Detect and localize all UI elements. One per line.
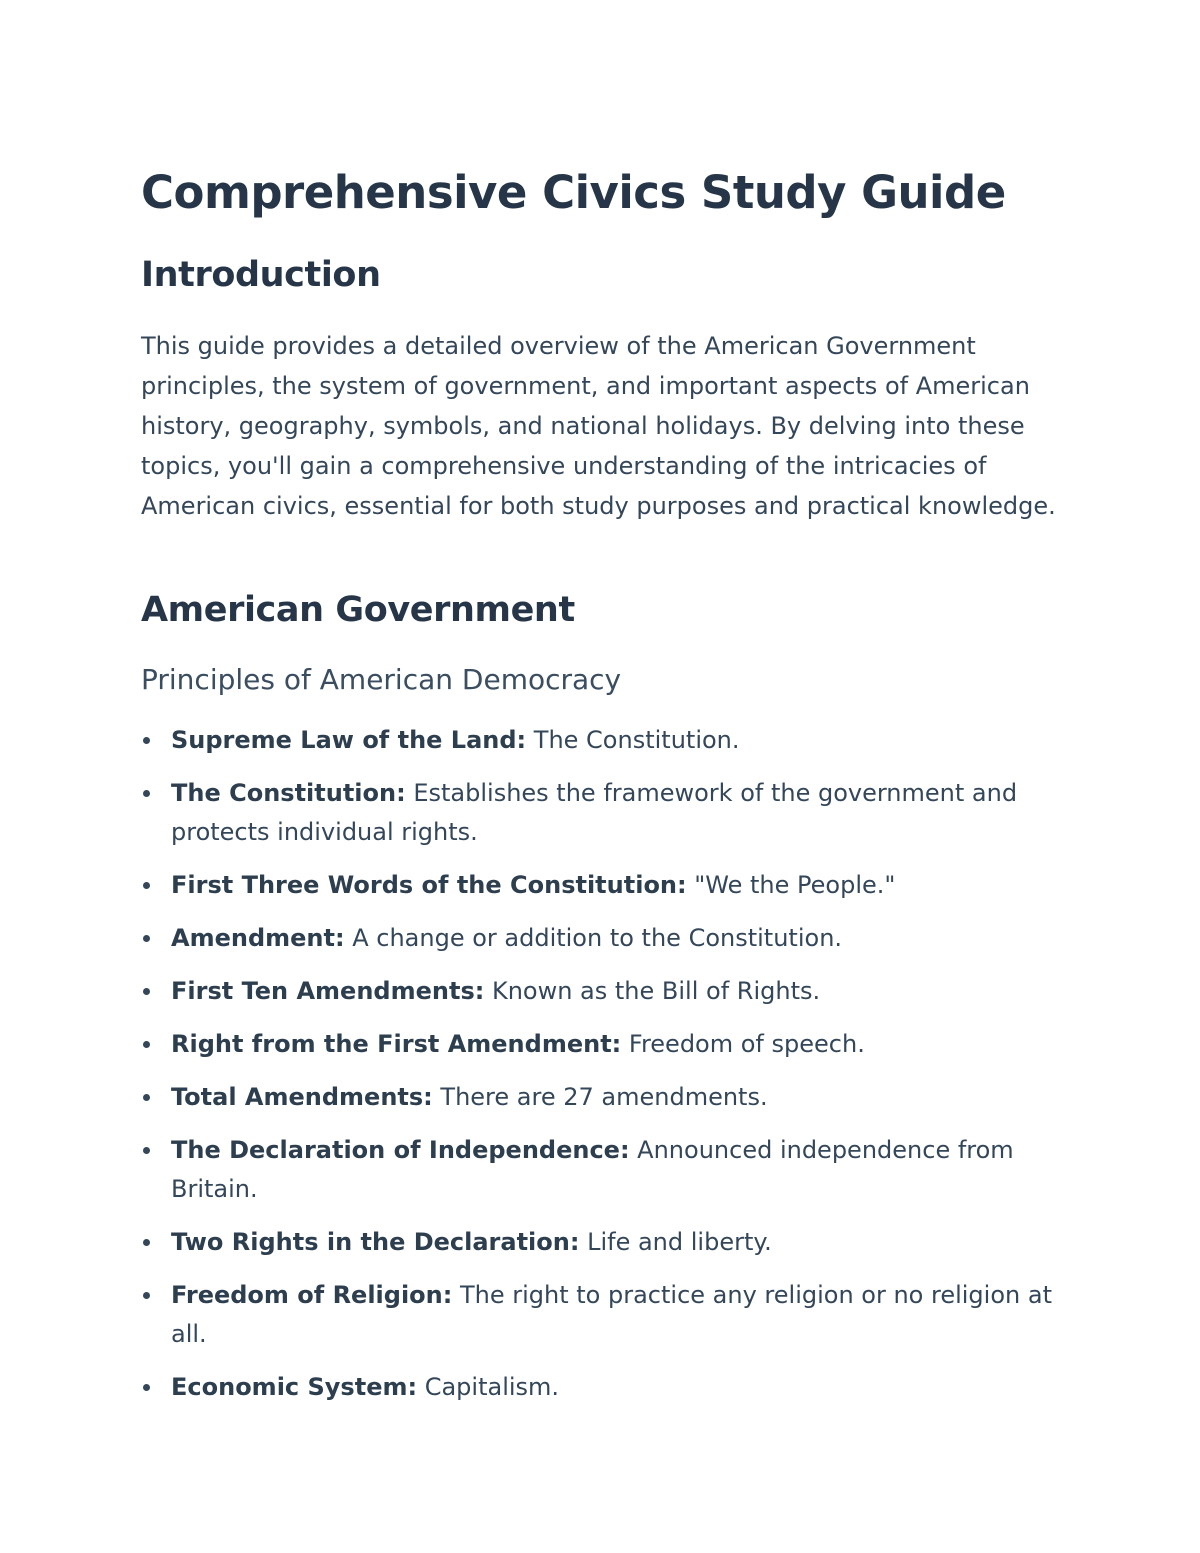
list-item-text: Announced independence from Britain. bbox=[171, 1136, 1014, 1203]
introduction-paragraph: This guide provides a detailed overview of the American Government principles, the system of government, and important aspects of American history, geography, symbols, and national holidays. By delving into these topics, you'll gain a comprehensive understanding of the intricacies of American civics, essential for both study purposes and practical knowledge. bbox=[141, 332, 1056, 520]
bullet-icon bbox=[143, 1041, 150, 1048]
list-item-term: The Declaration of Independence: bbox=[171, 1136, 630, 1164]
list-item-text: Establishes the framework of the government and protects individual rights. bbox=[171, 779, 1018, 846]
american-government-heading: American Government bbox=[141, 590, 575, 630]
list-item-text: Freedom of speech. bbox=[621, 1030, 865, 1058]
list-item-text: The Constitution. bbox=[526, 726, 740, 754]
principles-heading: Principles of American Democracy bbox=[141, 663, 622, 696]
list-item-term: Right from the First Amendment: bbox=[171, 1030, 622, 1058]
list-item bbox=[141, 1368, 1056, 1407]
list-item-text: Capitalism. bbox=[417, 1373, 560, 1401]
bullet-icon bbox=[143, 1094, 150, 1101]
list-item-term: Total Amendments: bbox=[171, 1083, 433, 1111]
list-item bbox=[141, 919, 1056, 958]
list-item bbox=[141, 1131, 1056, 1209]
list-item-term: Economic System: bbox=[171, 1373, 418, 1401]
bullet-icon bbox=[143, 737, 150, 744]
introduction-heading: Introduction bbox=[141, 255, 381, 295]
bullet-icon bbox=[143, 1239, 150, 1246]
bullet-icon bbox=[143, 1147, 150, 1154]
list-item-text: The right to practice any religion or no religion at all. bbox=[171, 1281, 1052, 1348]
list-item bbox=[141, 1276, 1056, 1354]
list-item-term: The Constitution: bbox=[171, 779, 406, 807]
bullet-icon bbox=[143, 988, 150, 995]
bullet-icon bbox=[143, 935, 150, 942]
list-item-term: Amendment: bbox=[171, 924, 345, 952]
list-item-text: There are 27 amendments. bbox=[432, 1083, 768, 1111]
list-item-text: Life and liberty. bbox=[579, 1228, 772, 1256]
list-item bbox=[141, 972, 1056, 1011]
list-item-term: Freedom of Religion: bbox=[171, 1281, 453, 1309]
list-item bbox=[141, 1223, 1056, 1262]
principles-list bbox=[141, 721, 1056, 1421]
document-title: Comprehensive Civics Study Guide bbox=[141, 166, 1006, 219]
list-item bbox=[141, 774, 1056, 852]
list-item bbox=[141, 721, 1056, 760]
list-item-text: Known as the Bill of Rights. bbox=[484, 977, 821, 1005]
bullet-icon bbox=[143, 882, 150, 889]
bullet-icon bbox=[143, 790, 150, 797]
list-item-term: Supreme Law of the Land: bbox=[171, 726, 527, 754]
list-item-text: "We the People." bbox=[686, 871, 896, 899]
bullet-icon bbox=[143, 1292, 150, 1299]
list-item bbox=[141, 1078, 1056, 1117]
list-item-term: First Three Words of the Constitution: bbox=[171, 871, 687, 899]
list-item-text: A change or addition to the Constitution. bbox=[344, 924, 843, 952]
list-item bbox=[141, 1025, 1056, 1064]
list-item bbox=[141, 866, 1056, 905]
list-item-term: First Ten Amendments: bbox=[171, 977, 485, 1005]
list-item-term: Two Rights in the Declaration: bbox=[171, 1228, 580, 1256]
bullet-icon bbox=[143, 1384, 150, 1391]
